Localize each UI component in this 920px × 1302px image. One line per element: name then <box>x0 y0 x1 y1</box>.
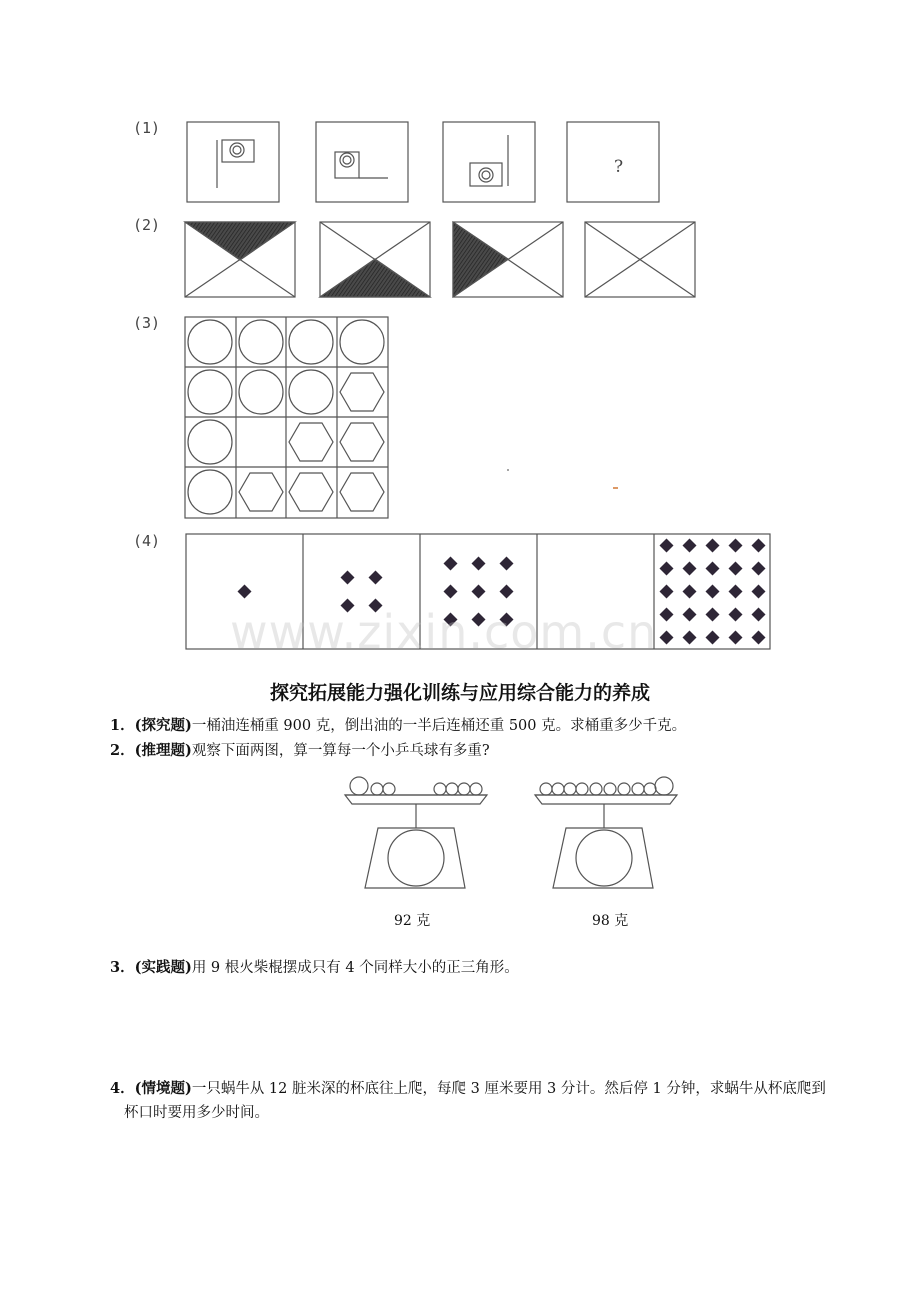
puzzle-1-figures <box>187 122 659 202</box>
diamond-mark <box>500 557 514 571</box>
grid-hexagon <box>289 423 333 461</box>
diamond-mark <box>683 539 697 553</box>
diamond-mark <box>683 562 697 576</box>
diamond-mark <box>752 539 766 553</box>
question-number: 1． <box>110 717 135 734</box>
diamond-mark <box>729 608 743 622</box>
diamond-mark <box>444 557 458 571</box>
scale-left-caption: 92 克 <box>394 913 431 929</box>
question-1 <box>110 714 830 738</box>
p1-box-4 <box>567 122 659 202</box>
grid-circle <box>239 370 283 414</box>
diamond-mark <box>660 585 674 599</box>
p2-box-3 <box>453 222 563 297</box>
grid-circle <box>188 320 232 364</box>
grid-hexagon <box>340 473 384 511</box>
question-text: 一只蜗牛从 12 脏米深的杯底往上爬，每爬 3 厘米要用 3 分计。然后停 1 分钟，求蜗牛从杯底爬到杯口时要用多少时间。 <box>124 1081 826 1121</box>
question-number: 2． <box>110 742 135 759</box>
p1-question-mark: ? <box>614 157 624 177</box>
diamond-mark <box>369 571 383 585</box>
diamond-mark <box>683 608 697 622</box>
diamond-mark <box>660 562 674 576</box>
question-3 <box>110 956 830 980</box>
diamond-mark <box>660 539 674 553</box>
speck <box>507 469 509 471</box>
puzzle-label-1: (1) <box>133 119 161 137</box>
diamond-mark <box>444 585 458 599</box>
diamond-mark <box>706 608 720 622</box>
p2-box-1 <box>185 222 295 297</box>
diamond-mark <box>706 539 720 553</box>
question-tag: (探究题) <box>134 717 192 734</box>
diamond-mark <box>660 631 674 645</box>
grid-circle <box>239 320 283 364</box>
diamond-mark <box>706 631 720 645</box>
scale-right-caption: 98 克 <box>592 913 629 929</box>
watermark: www.zixin.com.cn <box>230 605 658 659</box>
section-title: 探究拓展能力强化训练与应用综合能力的养成 <box>269 682 650 704</box>
diamond-mark <box>706 562 720 576</box>
speck <box>613 487 618 489</box>
question-text: 用 9 根火柴棍摆成只有 4 个同样大小的正三角形。 <box>191 960 519 976</box>
diamond-mark <box>660 608 674 622</box>
question-tag: (推理题) <box>134 742 192 759</box>
grid-hexagon <box>340 423 384 461</box>
grid-circle <box>340 320 384 364</box>
p1-box-1 <box>187 122 279 202</box>
puzzle-label-3: (3) <box>133 314 161 332</box>
question-2 <box>110 739 830 763</box>
diamond-mark <box>341 571 355 585</box>
grid-circle <box>188 370 232 414</box>
grid-hexagon <box>289 473 333 511</box>
grid-circle <box>289 370 333 414</box>
diamond-mark <box>729 562 743 576</box>
grid-hexagon <box>340 373 384 411</box>
question-text: 一桶油连桶重 900 克，倒出油的一半后连桶还重 500 克。求桶重多少千克。 <box>191 718 687 734</box>
question-text: 观察下面两图，算一算每一个小乒乓球有多重? <box>191 743 490 759</box>
question-number: 3． <box>110 959 135 976</box>
diamond-mark <box>472 557 486 571</box>
puzzle-3-grid <box>185 317 388 518</box>
diamond-mark <box>238 585 252 599</box>
puzzle-label-4: (4) <box>133 532 161 550</box>
diamond-mark <box>683 585 697 599</box>
question-tag: (实践题) <box>134 959 192 976</box>
diamond-mark <box>706 585 720 599</box>
grid-circle <box>188 420 232 464</box>
diamond-mark <box>752 608 766 622</box>
p2-box-2 <box>320 222 430 297</box>
scale-left <box>345 777 487 888</box>
puzzle-label-2: (2) <box>133 216 161 234</box>
question-4 <box>110 1077 829 1125</box>
question-tag: (情境题) <box>134 1080 192 1097</box>
scale-right <box>535 777 677 888</box>
p1-box-3 <box>443 122 535 202</box>
grid-circle <box>188 470 232 514</box>
puzzle-2-figures <box>185 222 695 297</box>
grid-circle <box>289 320 333 364</box>
diamond-mark <box>729 585 743 599</box>
diamond-mark <box>729 631 743 645</box>
grid-hexagon <box>239 473 283 511</box>
p2-box-4 <box>585 222 695 297</box>
diamond-mark <box>472 585 486 599</box>
diamond-mark <box>752 631 766 645</box>
diamond-mark <box>752 585 766 599</box>
p1-box-2 <box>316 122 408 202</box>
diamond-mark <box>500 585 514 599</box>
diamond-mark <box>752 562 766 576</box>
diamond-mark <box>729 539 743 553</box>
diamond-mark <box>683 631 697 645</box>
question-number: 4． <box>110 1080 135 1097</box>
